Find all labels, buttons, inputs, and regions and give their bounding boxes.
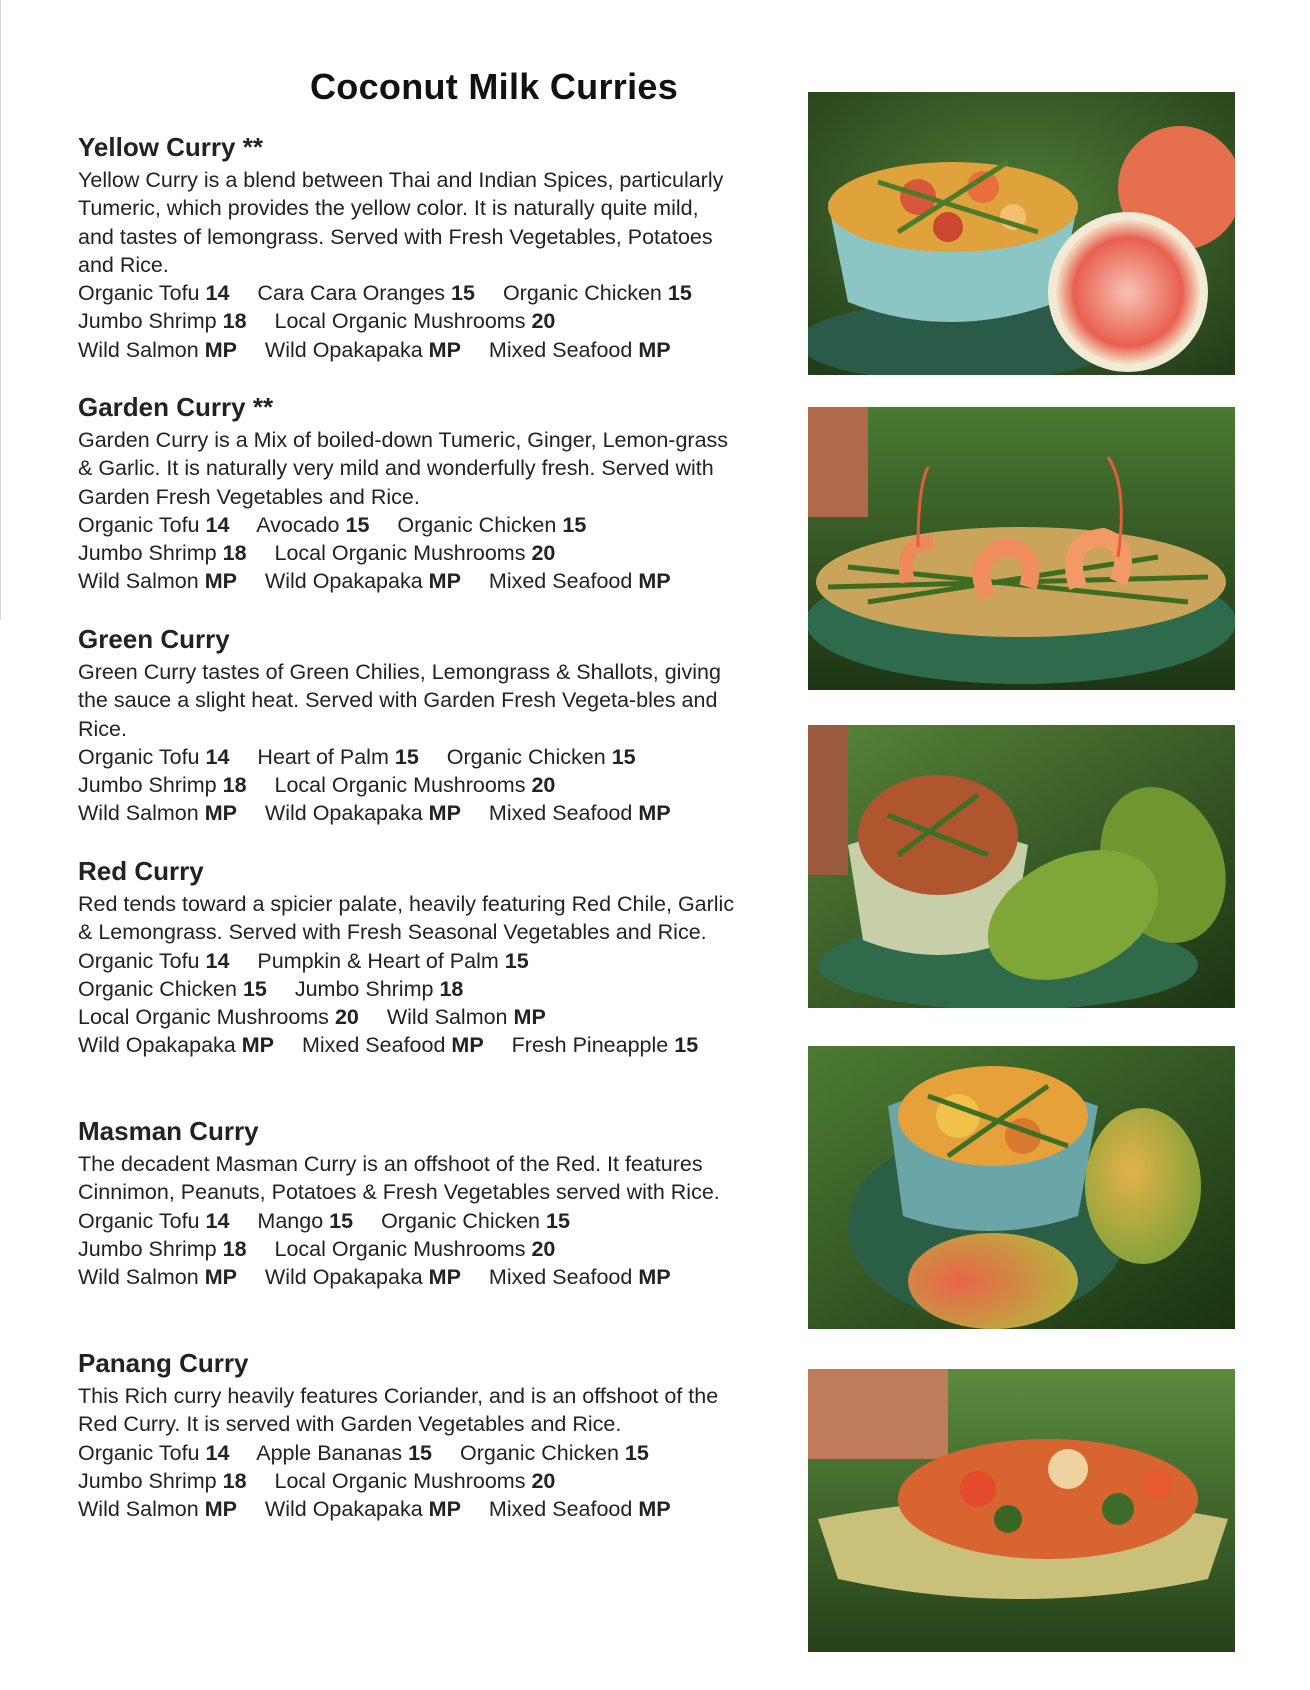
option-price: 20 — [531, 1236, 556, 1261]
option-price: 15 — [562, 512, 587, 537]
menu-option — [78, 1469, 247, 1493]
option-price: MP — [204, 569, 237, 594]
menu-option — [257, 745, 418, 769]
option-name: Jumbo Shrimp — [78, 541, 217, 566]
section-title: Red Curry — [78, 856, 204, 886]
price-options — [78, 743, 738, 828]
panang-curry-dish-photo — [808, 1369, 1235, 1652]
option-price: 15 — [667, 281, 692, 306]
price-line — [78, 1439, 738, 1467]
menu-option — [295, 977, 464, 1001]
menu-option — [489, 569, 671, 593]
option-price: 15 — [451, 281, 475, 306]
option-name: Wild Salmon — [78, 569, 199, 594]
menu-option — [78, 773, 247, 797]
page-title: Coconut Milk Curries — [310, 66, 679, 107]
option-price: 14 — [205, 512, 230, 537]
option-name: Wild Salmon — [78, 1265, 199, 1290]
option-price: 15 — [504, 948, 529, 973]
option-price: MP — [204, 1265, 237, 1290]
section-description: Green Curry tastes of Green Chilies, Lemongrass & Shallots, giving the sauce a slight heat. Served with Garden Fresh Vegeta-bles and Rice. — [78, 660, 721, 741]
menu-option — [78, 338, 237, 362]
option-name: Wild Salmon — [78, 1497, 199, 1522]
option-price: MP — [638, 337, 671, 362]
option-name: Wild Opakapaka — [264, 801, 423, 826]
menu-option — [275, 541, 556, 565]
option-name: Mixed Seafood — [488, 1497, 633, 1522]
section-description: This Rich curry heavily features Coriander, and is an offshoot of the Red Curry. It is served with Garden Vegetables and Rice. — [78, 1384, 719, 1437]
option-price: 20 — [334, 1005, 359, 1030]
price-line — [78, 279, 738, 307]
option-price: MP — [428, 1265, 461, 1290]
option-name: Organic Tofu — [78, 1440, 200, 1465]
option-name: Jumbo Shrimp — [78, 773, 217, 798]
price-line — [78, 771, 738, 799]
section-title: Masman Curry — [78, 1116, 259, 1146]
option-price: MP — [513, 1005, 546, 1030]
menu-option — [503, 281, 692, 305]
menu-option — [78, 1209, 229, 1233]
price-line — [78, 511, 738, 568]
menu-option — [78, 1265, 237, 1289]
price-line — [78, 1467, 738, 1495]
option-price: 15 — [329, 1208, 354, 1233]
price-options — [78, 947, 738, 1060]
option-price: 14 — [205, 281, 230, 306]
option-name: Jumbo Shrimp — [78, 1468, 217, 1493]
page-edge-line — [0, 0, 1, 620]
option-price: MP — [638, 801, 671, 826]
menu-option — [397, 513, 586, 537]
menu-option — [78, 801, 237, 825]
option-name: Wild Salmon — [78, 801, 199, 826]
menu-option — [78, 281, 229, 305]
menu-option — [265, 1265, 461, 1289]
option-name: Local Organic Mushrooms — [274, 773, 526, 798]
option-name: Avocado — [256, 512, 340, 537]
option-name: Organic Chicken — [459, 1440, 619, 1465]
menu-option — [302, 1033, 484, 1057]
menu-option — [78, 1497, 237, 1521]
price-line — [78, 1207, 738, 1235]
menu-option — [78, 977, 267, 1001]
option-price: 18 — [222, 541, 247, 566]
option-name: Organic Chicken — [502, 281, 662, 306]
option-name: Wild Opakapaka — [264, 337, 423, 362]
option-price: 18 — [222, 1468, 247, 1493]
menu-option — [256, 513, 369, 537]
menu-section-yellow-curry — [78, 130, 738, 364]
option-name: Organic Chicken — [78, 976, 237, 1001]
option-price: 15 — [394, 744, 419, 769]
menu-option — [256, 1441, 432, 1465]
option-name: Jumbo Shrimp — [78, 1236, 217, 1261]
option-name: Organic Chicken — [397, 512, 557, 537]
price-line — [78, 1495, 738, 1523]
menu-option — [78, 1237, 247, 1261]
option-name: Mixed Seafood — [488, 801, 633, 826]
option-price: 20 — [531, 773, 556, 798]
menu-option — [489, 338, 671, 362]
menu-option — [78, 513, 229, 537]
price-options — [78, 511, 738, 596]
menu-option — [275, 1469, 556, 1493]
option-name: Organic Tofu — [78, 744, 200, 769]
menu-option — [257, 281, 475, 305]
menu-option — [275, 309, 556, 333]
option-name: Fresh Pineapple — [511, 1033, 669, 1058]
option-name: Organic Tofu — [78, 1208, 200, 1233]
option-name: Apple Bananas — [256, 1440, 403, 1465]
option-name: Local Organic Mushrooms — [78, 1005, 329, 1030]
option-price: MP — [428, 1497, 461, 1522]
menu-option — [257, 949, 528, 973]
option-price: 15 — [624, 1440, 649, 1465]
option-price: MP — [638, 1497, 671, 1522]
option-price: MP — [204, 801, 237, 826]
option-price: 15 — [408, 1440, 432, 1465]
option-price: 20 — [531, 309, 556, 334]
option-name: Mango — [257, 1208, 324, 1233]
menu-section-masman-curry — [78, 1114, 738, 1291]
menu-option — [257, 1209, 353, 1233]
option-name: Heart of Palm — [257, 744, 389, 769]
price-line — [78, 307, 738, 335]
price-options — [78, 1439, 738, 1524]
option-name: Jumbo Shrimp — [294, 976, 434, 1001]
menu-option — [265, 569, 461, 593]
menu-section-green-curry — [78, 622, 738, 828]
green-curry-with-avocados-photo — [808, 725, 1235, 1008]
menu-option — [265, 338, 461, 362]
option-name: Jumbo Shrimp — [78, 309, 217, 334]
price-line — [78, 743, 738, 771]
section-title: Green Curry — [78, 624, 230, 654]
menu-option — [78, 1441, 229, 1465]
option-name: Organic Chicken — [446, 744, 606, 769]
menu-option — [489, 1497, 671, 1521]
option-name: Mixed Seafood — [488, 337, 633, 362]
section-title: Garden Curry ** — [78, 392, 274, 422]
menu-option — [275, 773, 556, 797]
option-name: Organic Tofu — [78, 281, 200, 306]
option-price: 14 — [205, 1208, 230, 1233]
option-price: 15 — [242, 976, 267, 1001]
option-price: MP — [204, 1497, 237, 1522]
option-name: Local Organic Mushrooms — [274, 1236, 526, 1261]
option-price: 15 — [611, 744, 636, 769]
option-price: MP — [204, 337, 237, 362]
option-price: 15 — [345, 512, 370, 537]
section-description: Yellow Curry is a blend between Thai and Indian Spices, particularly Tumeric, which provides the yellow color. It is naturally quite mild, and tastes of lemongrass. Served with Fresh Vegetables, Potatoes and Rice. — [78, 168, 724, 277]
option-price: 20 — [531, 1468, 556, 1493]
menu-option — [387, 1005, 546, 1029]
price-options — [78, 1207, 738, 1292]
price-line — [78, 799, 738, 827]
price-line — [78, 1263, 738, 1291]
option-price: 20 — [531, 541, 556, 566]
option-price: 18 — [439, 976, 464, 1001]
option-price: MP — [428, 569, 461, 594]
option-price: 15 — [674, 1033, 699, 1058]
price-options — [78, 279, 738, 364]
menu-option — [512, 1033, 699, 1057]
menu-option — [265, 801, 461, 825]
option-name: Local Organic Mushrooms — [274, 1468, 526, 1493]
menu-section-panang-curry — [78, 1346, 738, 1523]
option-name: Wild Salmon — [78, 337, 199, 362]
section-description: Red tends toward a spicier palate, heavily featuring Red Chile, Garlic & Lemongrass. Served with Fresh Seasonal Vegetables and Rice. — [78, 892, 735, 945]
menu-option — [78, 569, 237, 593]
menu-option — [78, 1033, 274, 1057]
menu-option — [78, 309, 247, 333]
option-price: 14 — [205, 744, 230, 769]
option-price: 14 — [205, 1440, 230, 1465]
option-name: Mixed Seafood — [488, 569, 633, 594]
option-price: 18 — [222, 773, 247, 798]
menu-option — [78, 745, 229, 769]
option-name: Wild Opakapaka — [264, 569, 423, 594]
menu-option — [460, 1441, 649, 1465]
section-description: The decadent Masman Curry is an offshoot of the Red. It features Cinnimon, Peanuts, Potatoes & Fresh Vegetables served with Rice. — [78, 1152, 720, 1205]
menu-option — [447, 745, 636, 769]
option-price: MP — [638, 569, 671, 594]
price-line — [78, 336, 738, 364]
masman-curry-with-mangoes-photo — [808, 1046, 1235, 1329]
option-name: Wild Opakapaka — [264, 1265, 423, 1290]
option-name: Wild Opakapaka — [264, 1497, 423, 1522]
section-description: Garden Curry is a Mix of boiled-down Tumeric, Ginger, Lemon-grass & Garlic. It is naturally very mild and wonderfully fresh. Served with Garden Fresh Vegetables and Rice. — [78, 428, 729, 509]
menu-section-garden-curry — [78, 390, 738, 596]
section-title: Yellow Curry ** — [78, 132, 263, 162]
option-price: 14 — [205, 948, 230, 973]
menu-option — [78, 1005, 359, 1029]
option-price: 15 — [546, 1208, 570, 1233]
option-name: Local Organic Mushrooms — [274, 541, 526, 566]
option-price: MP — [451, 1033, 484, 1058]
option-price: 18 — [222, 309, 247, 334]
menu-section-red-curry — [78, 854, 738, 1060]
yellow-curry-with-grapefruit-photo — [808, 92, 1235, 375]
option-name: Wild Opakapaka — [78, 1033, 236, 1058]
menu-option — [489, 801, 671, 825]
price-line — [78, 1235, 738, 1263]
option-price: MP — [428, 801, 461, 826]
section-title: Panang Curry — [78, 1348, 249, 1378]
option-name: Mixed Seafood — [488, 1265, 633, 1290]
option-name: Pumpkin & Heart of Palm — [257, 948, 499, 973]
option-name: Organic Tofu — [78, 948, 200, 973]
option-name: Wild Salmon — [386, 1005, 508, 1030]
option-price: 18 — [222, 1236, 247, 1261]
menu-option — [265, 1497, 461, 1521]
price-line — [78, 947, 738, 1060]
option-name: Mixed Seafood — [301, 1033, 446, 1058]
option-price: MP — [428, 337, 461, 362]
option-name: Local Organic Mushrooms — [274, 309, 526, 334]
option-price: MP — [638, 1265, 671, 1290]
option-name: Organic Chicken — [381, 1208, 541, 1233]
option-price: MP — [241, 1033, 274, 1058]
menu-option — [381, 1209, 570, 1233]
menu-option — [78, 949, 229, 973]
menu-option — [489, 1265, 671, 1289]
menu-option — [275, 1237, 556, 1261]
garden-curry-with-shrimp-photo — [808, 407, 1235, 690]
price-line — [78, 567, 738, 595]
option-name: Organic Tofu — [78, 512, 200, 537]
menu-option — [78, 541, 247, 565]
option-name: Cara Cara Oranges — [257, 281, 446, 306]
